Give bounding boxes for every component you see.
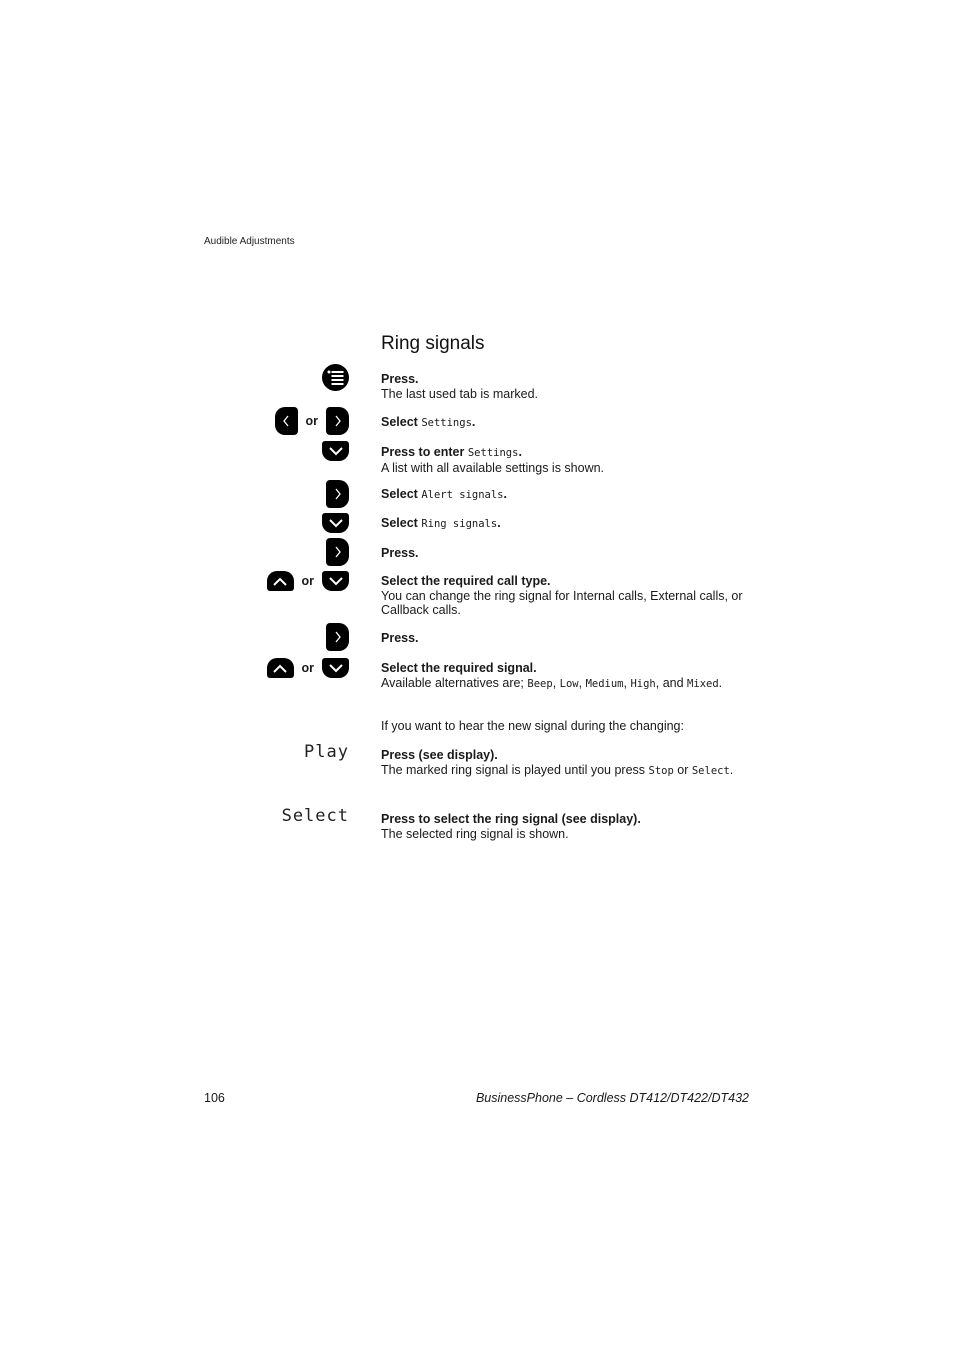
alts-intro: Available alternatives are;	[381, 675, 528, 690]
and-word: and	[662, 675, 684, 690]
down-key-icon[interactable]	[322, 658, 349, 678]
alt-high: High	[630, 677, 656, 690]
display-text-stop: Stop	[648, 764, 674, 777]
alt-beep: Beep	[527, 677, 553, 690]
or-label: or	[305, 414, 318, 428]
play-desc: The marked ring signal is played until you press	[381, 762, 649, 777]
alt-mixed: Mixed	[687, 677, 719, 690]
page-number: 106	[204, 1091, 225, 1105]
punct: .	[497, 516, 501, 530]
step-instruction: Press.	[381, 372, 419, 386]
down-key-icon[interactable]	[322, 513, 349, 533]
play-softkey[interactable]: Play	[304, 742, 349, 762]
running-header: Audible Adjustments	[204, 236, 295, 247]
step-instruction: Select	[381, 516, 418, 530]
punct: .	[503, 487, 507, 501]
or-word: or	[673, 762, 692, 777]
right-key-icon[interactable]	[326, 538, 349, 566]
up-key-icon[interactable]	[267, 658, 294, 678]
right-key-icon[interactable]	[326, 623, 349, 651]
step-description	[381, 763, 761, 779]
display-text-settings: Settings	[467, 447, 519, 459]
down-key-icon[interactable]	[322, 441, 349, 461]
down-key-icon[interactable]	[322, 571, 349, 591]
display-text-select: Select	[691, 764, 730, 777]
punct: .	[729, 762, 734, 777]
right-key-icon[interactable]	[326, 407, 349, 435]
menu-key-icon[interactable]	[322, 364, 349, 391]
left-key-icon[interactable]	[275, 407, 298, 435]
step-instruction: Press.	[381, 546, 419, 560]
or-label: or	[301, 574, 314, 588]
step-instruction: Select the required call type.	[381, 574, 551, 588]
step-instruction: Press (see display).	[381, 748, 498, 762]
alt-low: Low	[559, 677, 579, 690]
step-instruction: Press to enter	[381, 445, 465, 459]
step-instruction: Select the required signal.	[381, 661, 537, 675]
product-name: BusinessPhone – Cordless DT412/DT422/DT432	[475, 1091, 749, 1105]
hear-note: If you want to hear the new signal during the changing:	[381, 719, 684, 733]
step-instruction: Select	[381, 487, 418, 501]
step-description: Available alternatives are; Beep, Low, Medium, High, and Mixed.	[381, 675, 723, 690]
display-text-alert-signals: Alert signals	[421, 489, 504, 501]
or-label: or	[301, 661, 314, 675]
step-description: You can change the ring signal for Internal calls, External calls, or Callback calls.	[381, 588, 743, 617]
step-instruction: Press.	[381, 631, 419, 645]
punct: .	[471, 415, 476, 429]
select-softkey[interactable]: Select	[281, 806, 349, 826]
step-instruction: Select	[381, 415, 418, 429]
right-key-icon[interactable]	[326, 480, 349, 508]
punct: .	[518, 445, 522, 459]
step-instruction: Press to select the ring signal (see display).	[381, 812, 641, 826]
step-description: A list with all available settings is shown.	[381, 460, 605, 475]
display-text-ring-signals: Ring signals	[421, 518, 498, 530]
up-key-icon[interactable]	[267, 571, 294, 591]
section-title: Ring signals	[381, 333, 485, 354]
step-description: The last used tab is marked.	[381, 386, 539, 401]
display-text-settings: Settings	[421, 417, 472, 429]
alt-medium: Medium	[585, 677, 624, 690]
step-description: The selected ring signal is shown.	[381, 826, 569, 841]
